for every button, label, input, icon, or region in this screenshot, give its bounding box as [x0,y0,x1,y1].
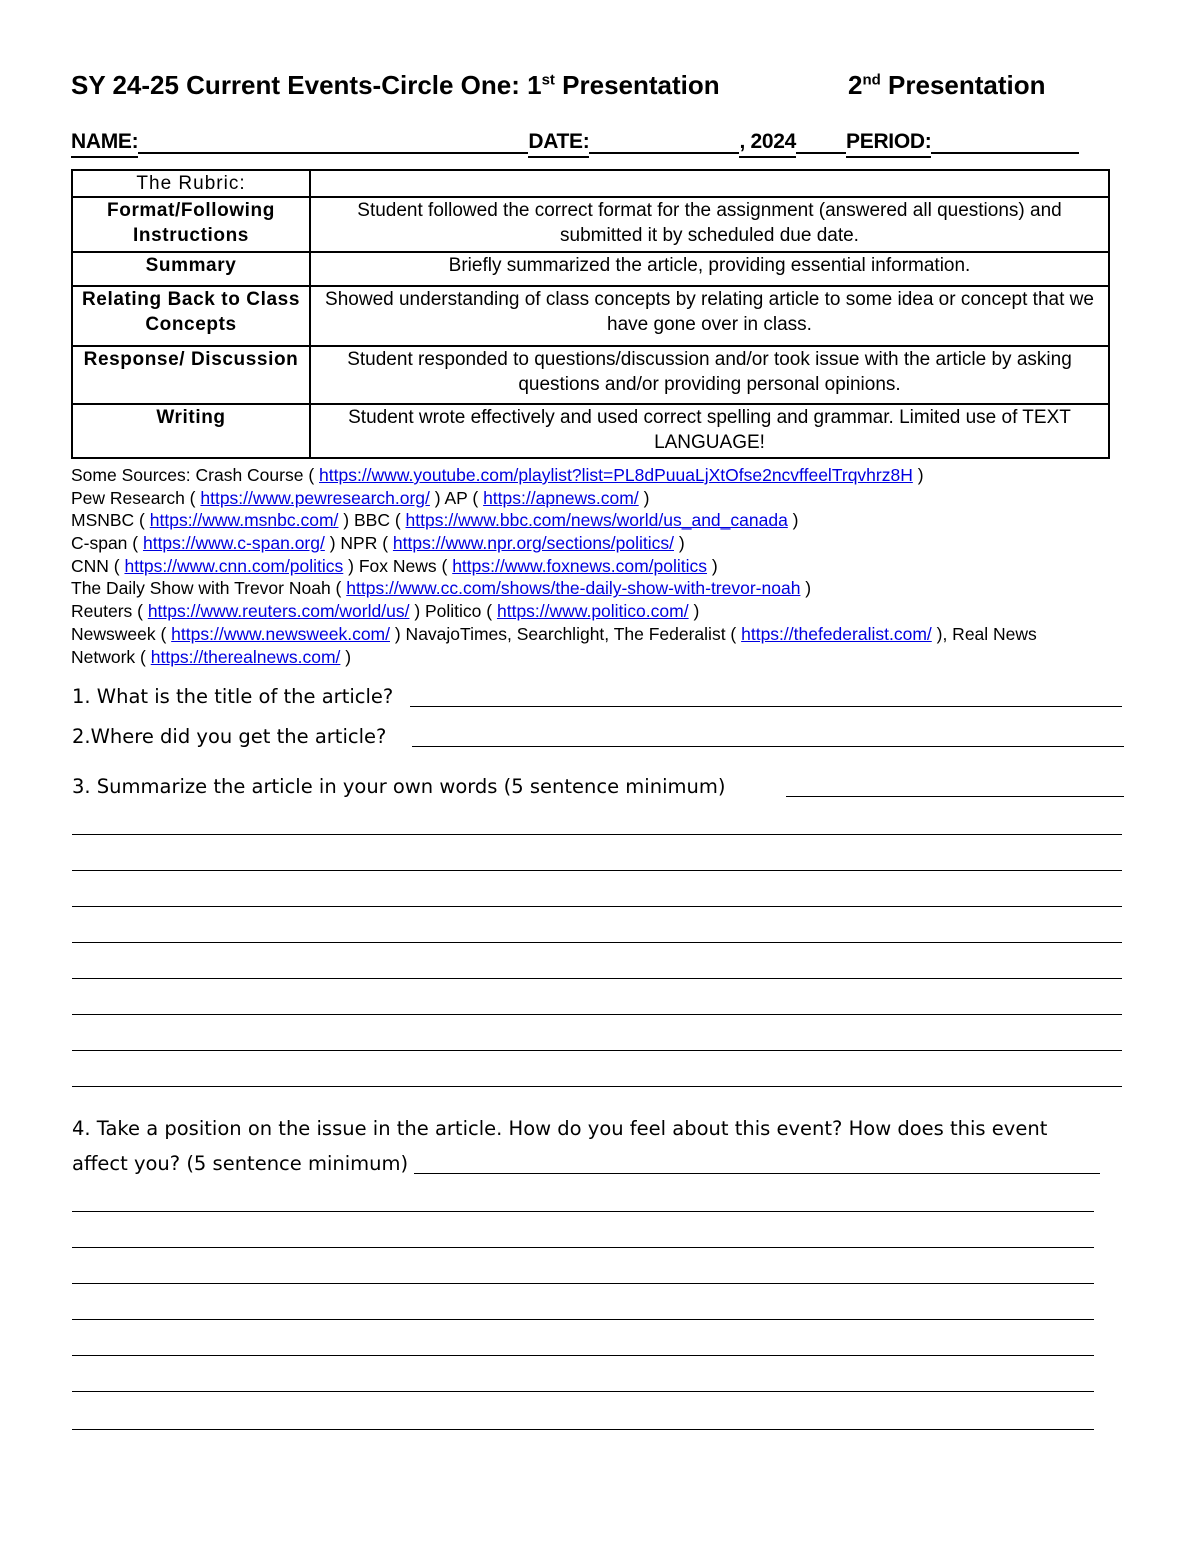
source-line [71,646,1181,669]
answer-line-q4[interactable] [72,1429,1094,1430]
source-text: ), Real News [931,623,1037,644]
msnbc-link[interactable]: https://www.msnbc.com/ [149,510,339,531]
newsweek-link[interactable]: https://www.newsweek.com/ [171,623,390,644]
rubric-header-blank [310,170,1109,197]
source-text: ) [912,465,924,485]
reuters-link[interactable]: https://www.reuters.com/world/us/ [147,601,410,622]
source-line [71,623,1181,646]
answer-line-q3[interactable] [72,942,1122,943]
rubric-description: Student wrote effectively and used correct spelling and grammar. Limited use of TEXT LANGUAGE! [310,404,1109,458]
answer-line-q4[interactable] [72,1319,1094,1320]
source-text: ) [688,601,700,622]
pew-research-link[interactable]: https://www.pewresearch.org/ [200,487,430,508]
title-superscript-first: st [541,71,555,89]
source-text: Some Sources: Crash Course ( [71,465,320,485]
rubric-row [72,286,1109,346]
npr-link[interactable]: https://www.npr.org/sections/politics/ [392,533,675,554]
answer-line-q4[interactable] [72,1247,1094,1248]
period-field[interactable] [931,130,1079,154]
source-text: C-span ( [71,533,143,554]
question-1: 1. What is the title of the article? [72,685,394,708]
name-label: NAME: [71,128,138,158]
source-line [71,577,1181,600]
title-second-word: Presentation [880,70,1046,100]
title-second-number: 2 [848,70,863,100]
answer-line-q3[interactable] [72,870,1122,871]
rubric-description: Student followed the correct format for the assignment (answered all questions) and submitted it by scheduled due date. [310,197,1109,252]
answer-line-q1[interactable] [410,706,1122,707]
source-text: ) Politico ( [409,601,497,622]
title-main: SY 24-25 Current Events-Circle One: 1 [71,70,542,100]
source-text: Reuters ( [71,601,148,622]
rubric-header-label: The Rubric: [72,170,310,197]
rubric-criterion: Writing [72,404,310,458]
student-info-line [71,128,1111,158]
source-text: ) [674,533,685,554]
rubric-criterion: Format/Following Instructions [72,197,310,252]
real-news-link[interactable]: https://therealnews.com/ [150,646,341,667]
answer-line-q3[interactable] [72,978,1122,979]
question-4: 4. Take a position on the issue in the article. How do you feel about this event? How does this event [72,1117,1048,1140]
source-line [71,464,1181,487]
source-text: Newsweek ( [71,623,172,644]
answer-line-q3[interactable] [786,796,1124,797]
bbc-link[interactable]: https://www.bbc.com/news/world/us_and_canada [405,510,788,531]
rubric-row [72,197,1109,252]
answer-line-q4[interactable] [72,1211,1094,1212]
date-field[interactable] [589,130,739,154]
source-line [71,555,1181,578]
source-text: ) BBC ( [338,510,406,531]
source-line [71,532,1181,555]
politico-link[interactable]: https://www.politico.com/ [496,601,689,622]
federalist-link[interactable]: https://thefederalist.com/ [741,623,932,644]
period-label: PERIOD: [846,128,931,158]
answer-line-q4[interactable] [72,1391,1094,1392]
source-text: ) [787,510,799,531]
cspan-link[interactable]: https://www.c-span.org/ [142,533,325,554]
sources-list [71,464,1181,668]
question-4-continued: affect you? (5 sentence minimum) [72,1152,409,1175]
source-text: ) AP ( [429,487,484,508]
fox-news-link[interactable]: https://www.foxnews.com/politics [452,555,708,576]
rubric-row [72,346,1109,404]
title-superscript-second: nd [862,71,881,89]
question-2: 2.Where did you get the article? [72,725,387,748]
rubric-criterion: Summary [72,252,310,286]
source-text: ) Fox News ( [343,555,453,576]
source-text: The Daily Show with Trevor Noah ( [71,578,347,599]
source-text: ) [340,646,352,667]
cnn-link[interactable]: https://www.cnn.com/politics [124,555,344,576]
answer-line-q3[interactable] [72,1014,1122,1015]
source-text: ) NPR ( [324,533,393,554]
answer-line-q3[interactable] [72,1086,1122,1087]
source-text: Pew Research ( [71,487,201,508]
rubric-criterion: Response/ Discussion [72,346,310,404]
rubric-criterion: Relating Back to Class Concepts [72,286,310,346]
rubric-row [72,404,1109,458]
rubric-table [71,169,1110,459]
answer-line-q3[interactable] [72,906,1122,907]
source-text: CNN ( [71,555,125,576]
daily-show-link[interactable]: https://www.cc.com/shows/the-daily-show-with-trevor-noah [346,578,801,599]
source-text: ) [638,487,650,508]
rubric-row [72,252,1109,286]
answer-line-q3[interactable] [72,1050,1122,1051]
year-text: , 2024 [739,128,796,158]
answer-line-q4[interactable] [72,1283,1094,1284]
answer-line-q3[interactable] [72,834,1122,835]
title-first-presentation: Presentation [554,70,720,100]
crash-course-link[interactable]: https://www.youtube.com/playlist?list=PL8dPuuaLjXtOfse2ncvffeelTrqvhrz8H [319,465,913,485]
date-label: DATE: [528,128,589,158]
question-3: 3. Summarize the article in your own words (5 sentence minimum) [72,775,726,798]
source-text: ) [800,578,812,599]
ap-link[interactable]: https://apnews.com/ [483,487,639,508]
answer-line-q4[interactable] [72,1355,1094,1356]
source-text: ) NavajoTimes, Searchlight, The Federalist ( [390,623,742,644]
source-text: MSNBC ( [71,510,150,531]
year-suffix-field[interactable] [796,130,846,154]
source-line [71,487,1181,510]
rubric-description: Showed understanding of class concepts by relating article to some idea or concept that we have gone over in class. [310,286,1109,346]
title-second-presentation [848,68,1046,102]
source-line [71,600,1181,623]
name-field[interactable] [138,130,528,154]
source-line [71,509,1181,532]
source-text: Network ( [71,646,151,667]
page-title [71,68,1171,104]
rubric-description: Student responded to questions/discussion and/or took issue with the article by asking questions and/or providing personal opinions. [310,346,1109,404]
answer-line-q4[interactable] [414,1173,1100,1174]
rubric-header-row [72,170,1109,197]
answer-line-q2[interactable] [412,746,1124,747]
rubric-description: Briefly summarized the article, providing essential information. [310,252,1109,286]
source-text: ) [707,555,718,576]
